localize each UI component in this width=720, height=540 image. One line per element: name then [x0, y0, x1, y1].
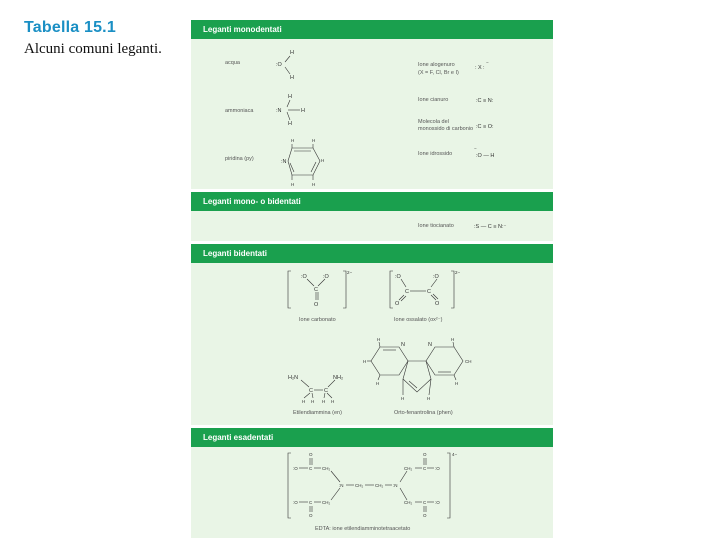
- edta-structure: [287, 450, 463, 522]
- svg-text:C: C: [314, 287, 318, 293]
- svg-text::C ≡ N:: :C ≡ N:: [476, 98, 494, 104]
- svg-text:H: H: [322, 399, 326, 404]
- ammonia-structure: [273, 92, 313, 128]
- ethylenediamine-structure: [287, 366, 357, 406]
- phenanthroline-structure: [363, 332, 479, 412]
- table-caption-title: Tabella 15.1: [24, 19, 116, 36]
- svg-text:O: O: [309, 513, 313, 518]
- svg-text:X: X: [478, 65, 482, 71]
- svg-text:C: C: [427, 289, 431, 295]
- svg-text:C: C: [309, 388, 313, 394]
- svg-text:4−: 4−: [452, 452, 458, 457]
- svg-text::S — C ≡ N:⁻: :S — C ≡ N:⁻: [474, 224, 507, 230]
- svg-text:N: N: [428, 342, 432, 348]
- svg-text:O: O: [314, 302, 319, 308]
- svg-text::C ≡ O:: :C ≡ O:: [476, 124, 494, 130]
- svg-text:O: O: [435, 301, 440, 307]
- svg-text::O — H: :O — H: [476, 153, 495, 159]
- svg-text::O: :O: [301, 274, 307, 280]
- svg-text:CH₂: CH₂: [322, 466, 331, 471]
- svg-text:H: H: [302, 399, 306, 404]
- co-structure: [475, 119, 515, 131]
- svg-text::N: :N: [339, 483, 344, 488]
- svg-text:CH₂: CH₂: [404, 466, 413, 471]
- label-acqua: acqua: [225, 60, 240, 66]
- svg-text:H: H: [291, 182, 295, 187]
- label-idrossido: Ione idrossido: [418, 151, 453, 157]
- svg-text:−: −: [486, 60, 489, 65]
- svg-text:2−: 2−: [455, 270, 461, 275]
- svg-text::O: :O: [435, 466, 440, 471]
- thiocyanate-structure: [473, 219, 533, 231]
- svg-text:H: H: [288, 121, 292, 127]
- pyridine-structure: [279, 135, 329, 189]
- svg-text:H: H: [291, 138, 295, 143]
- svg-text:H: H: [401, 396, 405, 401]
- svg-text:H: H: [311, 399, 315, 404]
- label-piridina: piridina (py): [225, 156, 254, 162]
- label-etilendiammina: Etilendiammina (en): [293, 410, 342, 416]
- hydroxide-structure: [473, 145, 513, 161]
- svg-text::O: :O: [293, 466, 298, 471]
- svg-text:H₂N: H₂N: [288, 375, 299, 381]
- label-ammoniaca: ammoniaca: [225, 108, 254, 114]
- water-structure: [273, 48, 313, 82]
- label-tiocianato: Ione tiocianato: [418, 223, 454, 229]
- svg-text:2−: 2−: [347, 270, 353, 275]
- svg-text:C: C: [324, 388, 328, 394]
- svg-text::O: :O: [276, 62, 282, 68]
- svg-text:H: H: [312, 138, 316, 143]
- svg-text:CH₂: CH₂: [375, 483, 384, 488]
- section-header-bidentati: Leganti bidentati: [191, 244, 553, 263]
- svg-text::N: :N: [281, 159, 287, 165]
- svg-text:H: H: [455, 381, 459, 386]
- label-edta: EDTA: ione etilendiamminotetraacetato: [315, 526, 411, 532]
- svg-text:C: C: [423, 500, 427, 505]
- label-fenantrolina: Orto-fenantrolina (phen): [394, 410, 453, 416]
- svg-text:H: H: [363, 359, 367, 364]
- label-monossido: Molecola del monossido di carbonio: [418, 119, 474, 132]
- label-alogenuro: Ione alogenuro: [418, 62, 455, 68]
- svg-text::N: :N: [276, 108, 282, 114]
- label-alogenuro-note: (X = F, Cl, Br e I): [418, 70, 459, 76]
- svg-text:CH₂: CH₂: [404, 500, 413, 505]
- svg-text:H: H: [427, 396, 431, 401]
- oxalate-structure: [389, 268, 465, 314]
- svg-text::O: :O: [293, 500, 298, 505]
- svg-text::O: :O: [395, 274, 401, 280]
- svg-text:H: H: [331, 399, 335, 404]
- svg-text:H: H: [377, 337, 381, 342]
- label-carbonato: Ione carbonato: [299, 317, 336, 323]
- svg-text:H: H: [376, 381, 380, 386]
- svg-text:C: C: [405, 289, 409, 295]
- svg-text::: :: [483, 65, 485, 71]
- svg-text:NH₂: NH₂: [333, 375, 344, 381]
- svg-text::: :: [475, 65, 477, 71]
- table-caption-subtitle: Alcuni comuni leganti.: [24, 41, 162, 57]
- section-header-mono-bidentati: Leganti mono- o bidentati: [191, 192, 553, 211]
- svg-text:H: H: [451, 337, 455, 342]
- svg-text:−: −: [474, 146, 477, 151]
- svg-text:H: H: [290, 75, 294, 81]
- svg-text:H: H: [301, 108, 305, 114]
- svg-text:O: O: [423, 452, 427, 457]
- svg-text:H: H: [290, 50, 294, 56]
- label-ossalato: Ione ossalato (ox²⁻): [394, 317, 443, 323]
- carbonate-structure: [287, 268, 357, 314]
- svg-text:O: O: [423, 513, 427, 518]
- section-header-monodentati: Leganti monodentati: [191, 20, 553, 39]
- svg-text:C: C: [423, 466, 427, 471]
- svg-text::N: :N: [393, 483, 398, 488]
- cyanide-structure: [475, 93, 515, 105]
- svg-text:O: O: [309, 452, 313, 457]
- label-cianuro: Ione cianuro: [418, 97, 449, 103]
- svg-text:H: H: [288, 94, 292, 100]
- svg-text:H: H: [312, 182, 316, 187]
- svg-text:C: C: [309, 466, 313, 471]
- svg-text:N: N: [401, 342, 405, 348]
- svg-text:O: O: [395, 301, 400, 307]
- svg-text:H: H: [321, 158, 325, 163]
- svg-text:CH: CH: [465, 359, 472, 364]
- svg-text::O: :O: [323, 274, 329, 280]
- svg-text:CH₂: CH₂: [355, 483, 364, 488]
- svg-text:C: C: [309, 500, 313, 505]
- svg-text::O: :O: [433, 274, 439, 280]
- halide-structure: [473, 58, 493, 74]
- section-header-esadentati: Leganti esadentati: [191, 428, 553, 447]
- svg-text::O: :O: [435, 500, 440, 505]
- svg-text:CH₂: CH₂: [322, 500, 331, 505]
- ligand-table-panel: [191, 20, 553, 538]
